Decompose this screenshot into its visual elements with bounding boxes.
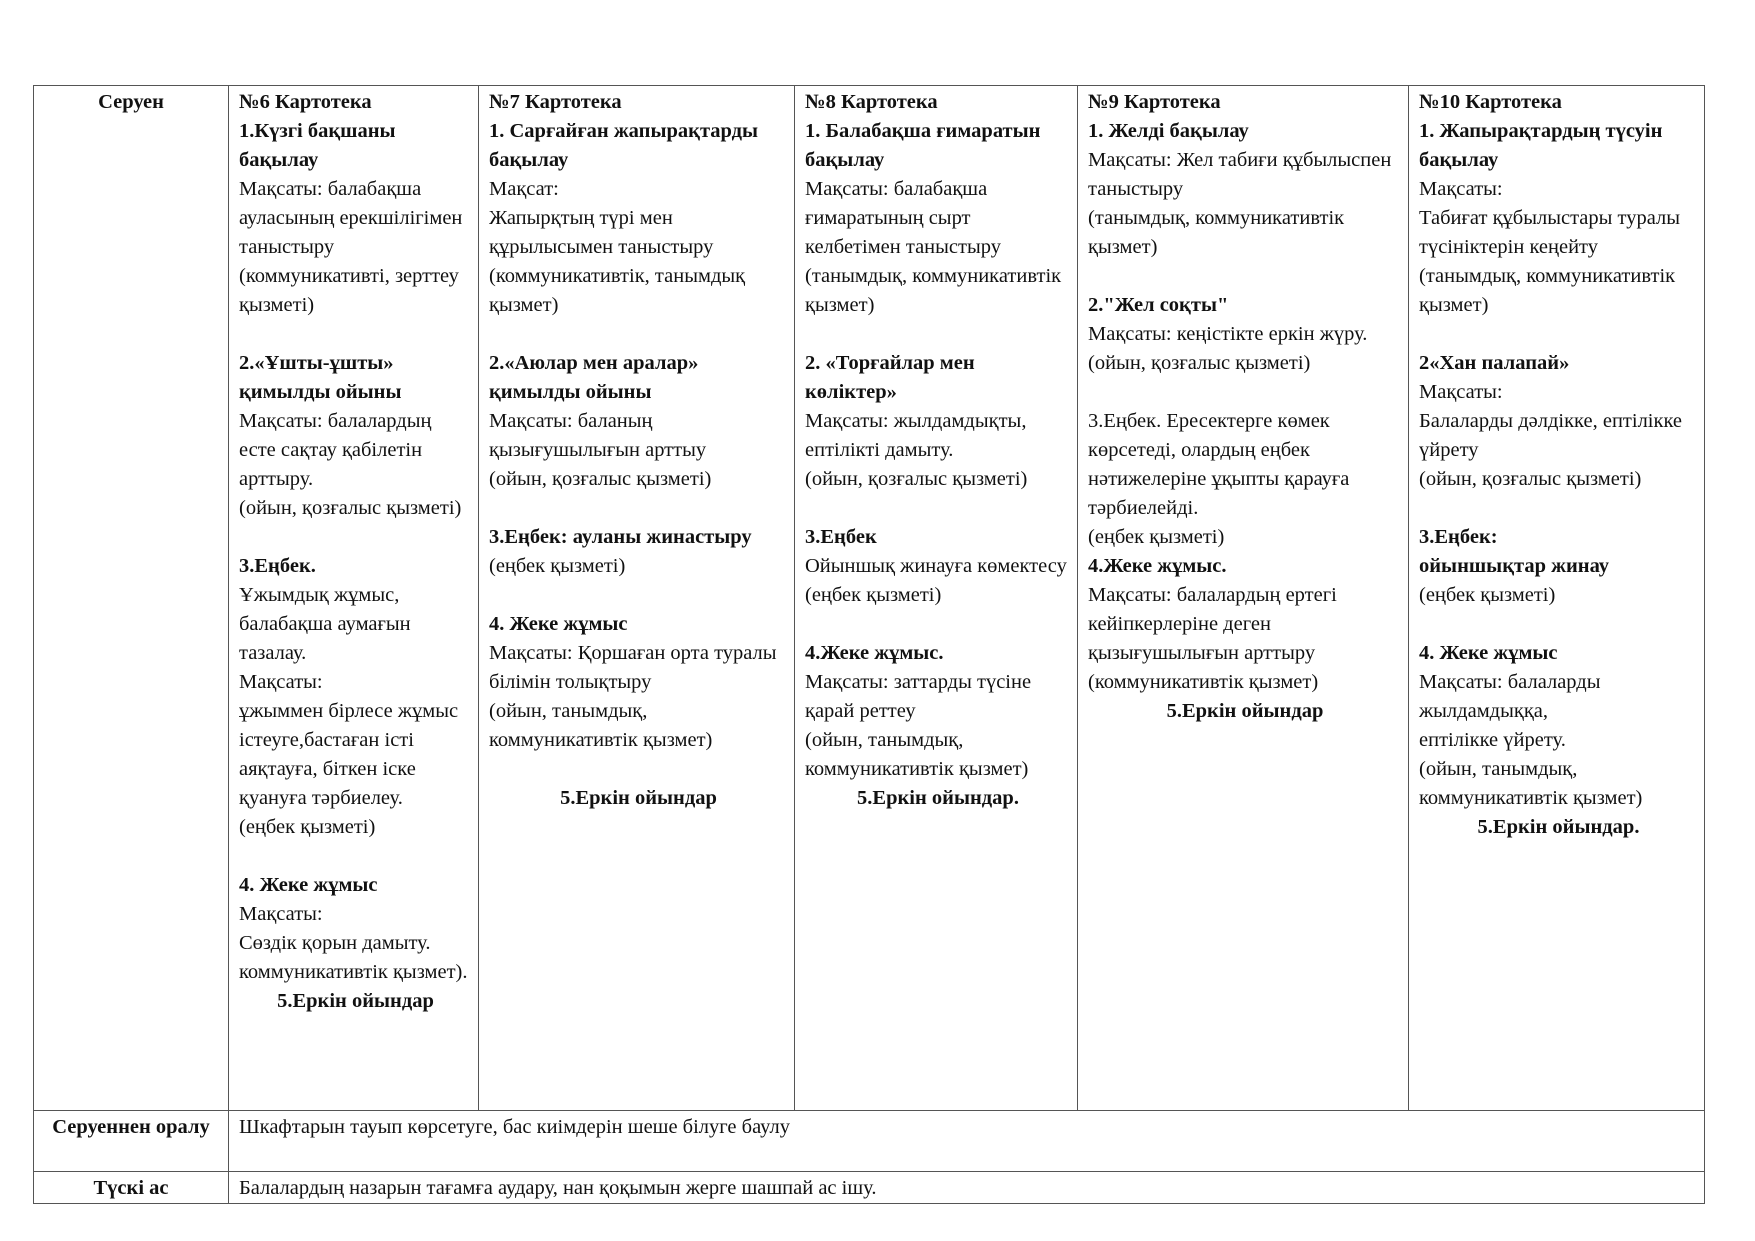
card-line: қимылды ойыны <box>239 381 402 403</box>
card-line: 1. Желді бақылау <box>1088 120 1249 142</box>
card-line: 3.Еңбек <box>805 526 877 548</box>
daily-plan-table <box>33 85 1705 1204</box>
card-line: Мақсаты: балаларды жылдамдыққа, <box>1419 671 1601 722</box>
card-line: коммуникативтік қызмет). <box>239 961 468 983</box>
card-line: (ойын, қозғалыс қызметі) <box>489 468 712 490</box>
card-line: 2.«Ұшты-ұшты» <box>239 352 394 374</box>
card-10 <box>1409 86 1705 1111</box>
card-line: Мақсаты: балалардың ертегі кейіпкерлеріне деген қызығушылығын арттыру <box>1088 584 1337 664</box>
card-line: 1. Жапырақтардың түсуін бақылау <box>1419 120 1663 171</box>
card-line: (коммуникативтік, танымдық қызмет) <box>489 265 746 316</box>
card-line: 5.Еркін ойындар. <box>1477 816 1640 838</box>
card-line: (коммуникативтік қызмет) <box>1088 671 1319 693</box>
card-line: Мақсаты: Жел табиғи құбылыспен таныстыру <box>1088 149 1392 200</box>
card-line: (еңбек қызметі) <box>805 584 942 606</box>
spacer <box>489 581 788 610</box>
card-line: 4. Жеке жұмыс <box>239 874 378 896</box>
card-line: 4. Жеке жұмыс <box>1419 642 1558 664</box>
card-line: (еңбек қызметі) <box>489 555 626 577</box>
card-line: (танымдық, коммуникативтік қызмет) <box>1419 265 1676 316</box>
card-line: (еңбек қызметі) <box>1419 584 1556 606</box>
card-line: (ойын, қозғалыс қызметі) <box>1088 352 1311 374</box>
card-line: Мақсаты: <box>239 671 323 693</box>
lunch-row <box>34 1172 1705 1204</box>
card-line: 1.Күзгі бақшаны бақылау <box>239 120 396 171</box>
card-line: Ұжымдық жұмыс, балабақша аумағын тазалау. <box>239 584 411 664</box>
card-line: №8 Картотека <box>805 91 938 113</box>
card-line: (ойын, танымдық, коммуникативтік қызмет) <box>489 700 713 751</box>
card-line: №9 Картотека <box>1088 91 1221 113</box>
spacer <box>239 523 472 552</box>
spacer <box>239 842 472 871</box>
card-line: 5.Еркін ойындар <box>560 787 717 809</box>
card-line: 1. Сарғайған жапырақтарды бақылау <box>489 120 759 171</box>
card-line: Мақсаты: кеңістікте еркін жүру. <box>1088 323 1368 345</box>
card-line: ойыншықтар жинау <box>1419 555 1610 577</box>
card-line: 4.Жеке жұмыс. <box>805 642 944 664</box>
spacer <box>805 320 1071 349</box>
card-line: Мақсат: <box>489 178 559 200</box>
card-line: Ойыншық жинауға көмектесу <box>805 555 1067 577</box>
spacer <box>1419 320 1698 349</box>
card-line: Мақсаты: <box>1419 178 1503 200</box>
card-line: №7 Картотека <box>489 91 622 113</box>
card-line: №6 Картотека <box>239 91 372 113</box>
spacer <box>489 320 788 349</box>
return-text: Шкафтарын тауып көрсетуге, бас киімдерін шеше білуге баулу <box>229 1111 1705 1172</box>
spacer <box>1419 494 1698 523</box>
card-line: Мақсаты: <box>239 903 323 925</box>
schedule-sheet <box>33 85 1705 1204</box>
spacer <box>239 320 472 349</box>
card-7 <box>479 86 795 1111</box>
card-line: 3.Еңбек: <box>1419 526 1498 548</box>
card-line: Мақсаты: балабақша ғимаратының сырт келбетімен таныстыру <box>805 178 1001 258</box>
lunch-label: Түскі ас <box>34 1172 229 1204</box>
card-line: (коммуникативті, зерттеу қызметі) <box>239 265 459 316</box>
walk-label: Серуен <box>34 86 229 1111</box>
card-line: 5.Еркін ойындар. <box>857 787 1019 809</box>
card-line: 2. «Торғайлар мен көліктер» <box>805 352 975 403</box>
card-line: ептілікке үйрету. <box>1419 729 1566 751</box>
card-line: 5.Еркін ойындар <box>277 990 434 1012</box>
card-line: Мақсаты: заттарды түсіне қарай реттеу <box>805 671 1032 722</box>
return-label: Серуеннен оралу <box>34 1111 229 1172</box>
spacer <box>489 755 788 784</box>
lunch-text: Балалардың назарын тағамға аудару, нан қоқымын жерге шашпай ас ішу. <box>229 1172 1705 1204</box>
card-line: (еңбек қызметі) <box>239 816 376 838</box>
card-line: (ойын, қозғалыс қызметі) <box>805 468 1028 490</box>
card-line: (танымдық, коммуникативтік қызмет) <box>805 265 1062 316</box>
card-line: №10 Картотека <box>1419 91 1562 113</box>
card-line: 1. Балабақша ғимаратын бақылау <box>805 120 1041 171</box>
walk-row <box>34 86 1705 1111</box>
spacer <box>805 610 1071 639</box>
card-line: Балаларды дәлдікке, ептілікке үйрету <box>1419 410 1682 461</box>
card-line: (еңбек қызметі) <box>1088 526 1225 548</box>
card-line: 2«Хан палапай» <box>1419 352 1570 374</box>
card-line: (танымдық, коммуникативтік қызмет) <box>1088 207 1345 258</box>
card-6 <box>229 86 479 1111</box>
card-line: 3.Еңбек. Ересектерге көмек көрсетеді, олардың еңбек нәтижелеріне ұқыпты қарауға тәрбиелейді. <box>1088 410 1350 519</box>
card-line: 3.Еңбек: ауланы жинастыру <box>489 526 752 548</box>
card-line: 2.«Аюлар мен аралар» <box>489 352 699 374</box>
card-line: (ойын, танымдық, коммуникативтік қызмет) <box>805 729 1029 780</box>
spacer <box>1419 610 1698 639</box>
spacer <box>489 494 788 523</box>
card-line: Мақсаты: <box>1419 381 1503 403</box>
card-line: Мақсаты: баланың қызығушылығын арттыу <box>489 410 707 461</box>
card-line: ұжыммен бірлесе жұмыс істеуге,бастаған істі аяқтауға, біткен іске қуануға тәрбиелеу. <box>239 700 459 809</box>
card-line: 4. Жеке жұмыс <box>489 613 628 635</box>
card-line: 3.Еңбек. <box>239 555 316 577</box>
card-line: 5.Еркін ойындар <box>1166 700 1324 722</box>
return-row <box>34 1111 1705 1172</box>
card-line: Табиғат құбылыстары туралы түсініктерін кеңейту <box>1419 207 1681 258</box>
spacer <box>1088 262 1402 291</box>
card-line: Мақсаты: балалардың есте сақтау қабілетін арттыру. <box>239 410 432 490</box>
card-line: (ойын, танымдық, коммуникативтік қызмет) <box>1419 758 1643 809</box>
card-line: Жапырқтың түрі мен құрылысымен таныстыру <box>489 207 714 258</box>
card-8 <box>795 86 1078 1111</box>
card-line: Мақсаты: жылдамдықты, ептілікті дамыту. <box>805 410 1027 461</box>
card-line: Сөздік қорын дамыту. <box>239 932 431 954</box>
card-line: 2."Жел соқты" <box>1088 294 1229 316</box>
spacer <box>1088 378 1402 407</box>
card-9 <box>1078 86 1409 1111</box>
card-line: Мақсаты: балабақша ауласының ерекшілігімен таныстыру <box>239 178 463 258</box>
card-line: (ойын, қозғалыс қызметі) <box>239 497 462 519</box>
card-line: 4.Жеке жұмыс. <box>1088 555 1227 577</box>
spacer <box>805 494 1071 523</box>
card-line: қимылды ойыны <box>489 381 652 403</box>
card-line: (ойын, қозғалыс қызметі) <box>1419 468 1642 490</box>
card-line: Мақсаты: Қоршаған орта туралы білімін толықтыру <box>489 642 777 693</box>
